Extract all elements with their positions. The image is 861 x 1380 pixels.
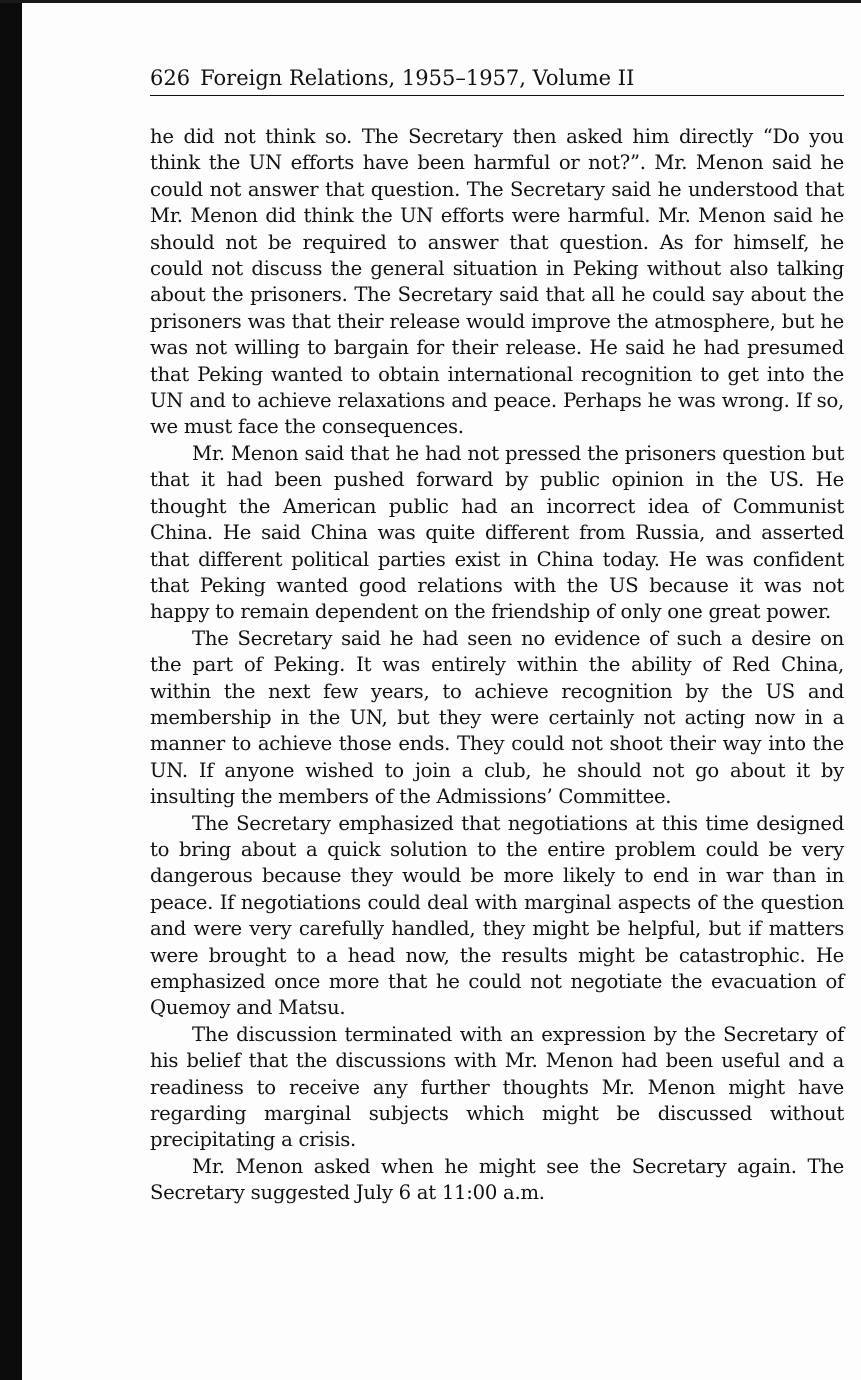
paragraph: The Secretary said he had seen no evidence of such a desire on the part of Peking. It was entirely within the ability of Red China, within the next few years, to achieve recognition by the US and membership in the UN, but they were certainly not acting now in a manner to achieve those ends. They could not shoot their way into the UN. If anyone wished to join a club, he should not go about it by insulting the members of the Admissions’ Committee. <box>150 626 844 809</box>
paragraph: The Secretary emphasized that negotiations at this time designed to bring about a quick solution to the entire problem could be very dangerous because they would be more likely to end in war than in peace. If negotiations could deal with marginal aspects of the question and were very carefully handled, they might be helpful, but if matters were brought to a head now, the results might be catastrophic. He emphasized once more that he could not negotiate the evacuation of Quemoy and Matsu. <box>150 811 844 1020</box>
running-header <box>150 66 844 96</box>
body-text <box>150 124 844 1207</box>
publication-title: Foreign Relations, 1955–1957, Volume II <box>200 66 635 90</box>
paragraph: Mr. Menon said that he had not pressed the prisoners question but that it had been pushed forward by public opinion in the US. He thought the American public had an incorrect idea of Communist China. He said China was quite different from Russia, and asserted that different political parties exist in China today. He was confident that Peking wanted good relations with the US because it was not happy to remain dependent on the friendship of only one great power. <box>150 441 844 624</box>
scan-left-edge <box>0 0 22 1380</box>
paragraph: The discussion terminated with an expression by the Secretary of his belief that the discussions with Mr. Menon had been useful and a readiness to receive any further thoughts Mr. Menon might have regarding marginal subjects which might be discussed without precipitating a crisis. <box>150 1022 844 1152</box>
paragraph: Mr. Menon asked when he might see the Secretary again. The Secretary suggested July 6 at 11:00 a.m. <box>150 1154 844 1205</box>
paragraph-continued: he did not think so. The Secretary then asked him directly “Do you think the UN efforts have been harmful or not?”. Mr. Menon said he could not answer that question. The Secretary said he understood that Mr. Menon did think the UN efforts were harmful. Mr. Menon said he should not be required to answer that question. As for himself, he could not discuss the general situation in Peking without also talking about the prisoners. The Secretary said that all he could say about the prisoners was that their release would improve the atmosphere, but he was not willing to bargain for their release. He said he had presumed that Peking wanted to obtain international recognition to get into the UN and to achieve relaxations and peace. Perhaps he was wrong. If so, we must face the consequences. <box>150 125 844 439</box>
page-number: 626 <box>150 66 191 90</box>
